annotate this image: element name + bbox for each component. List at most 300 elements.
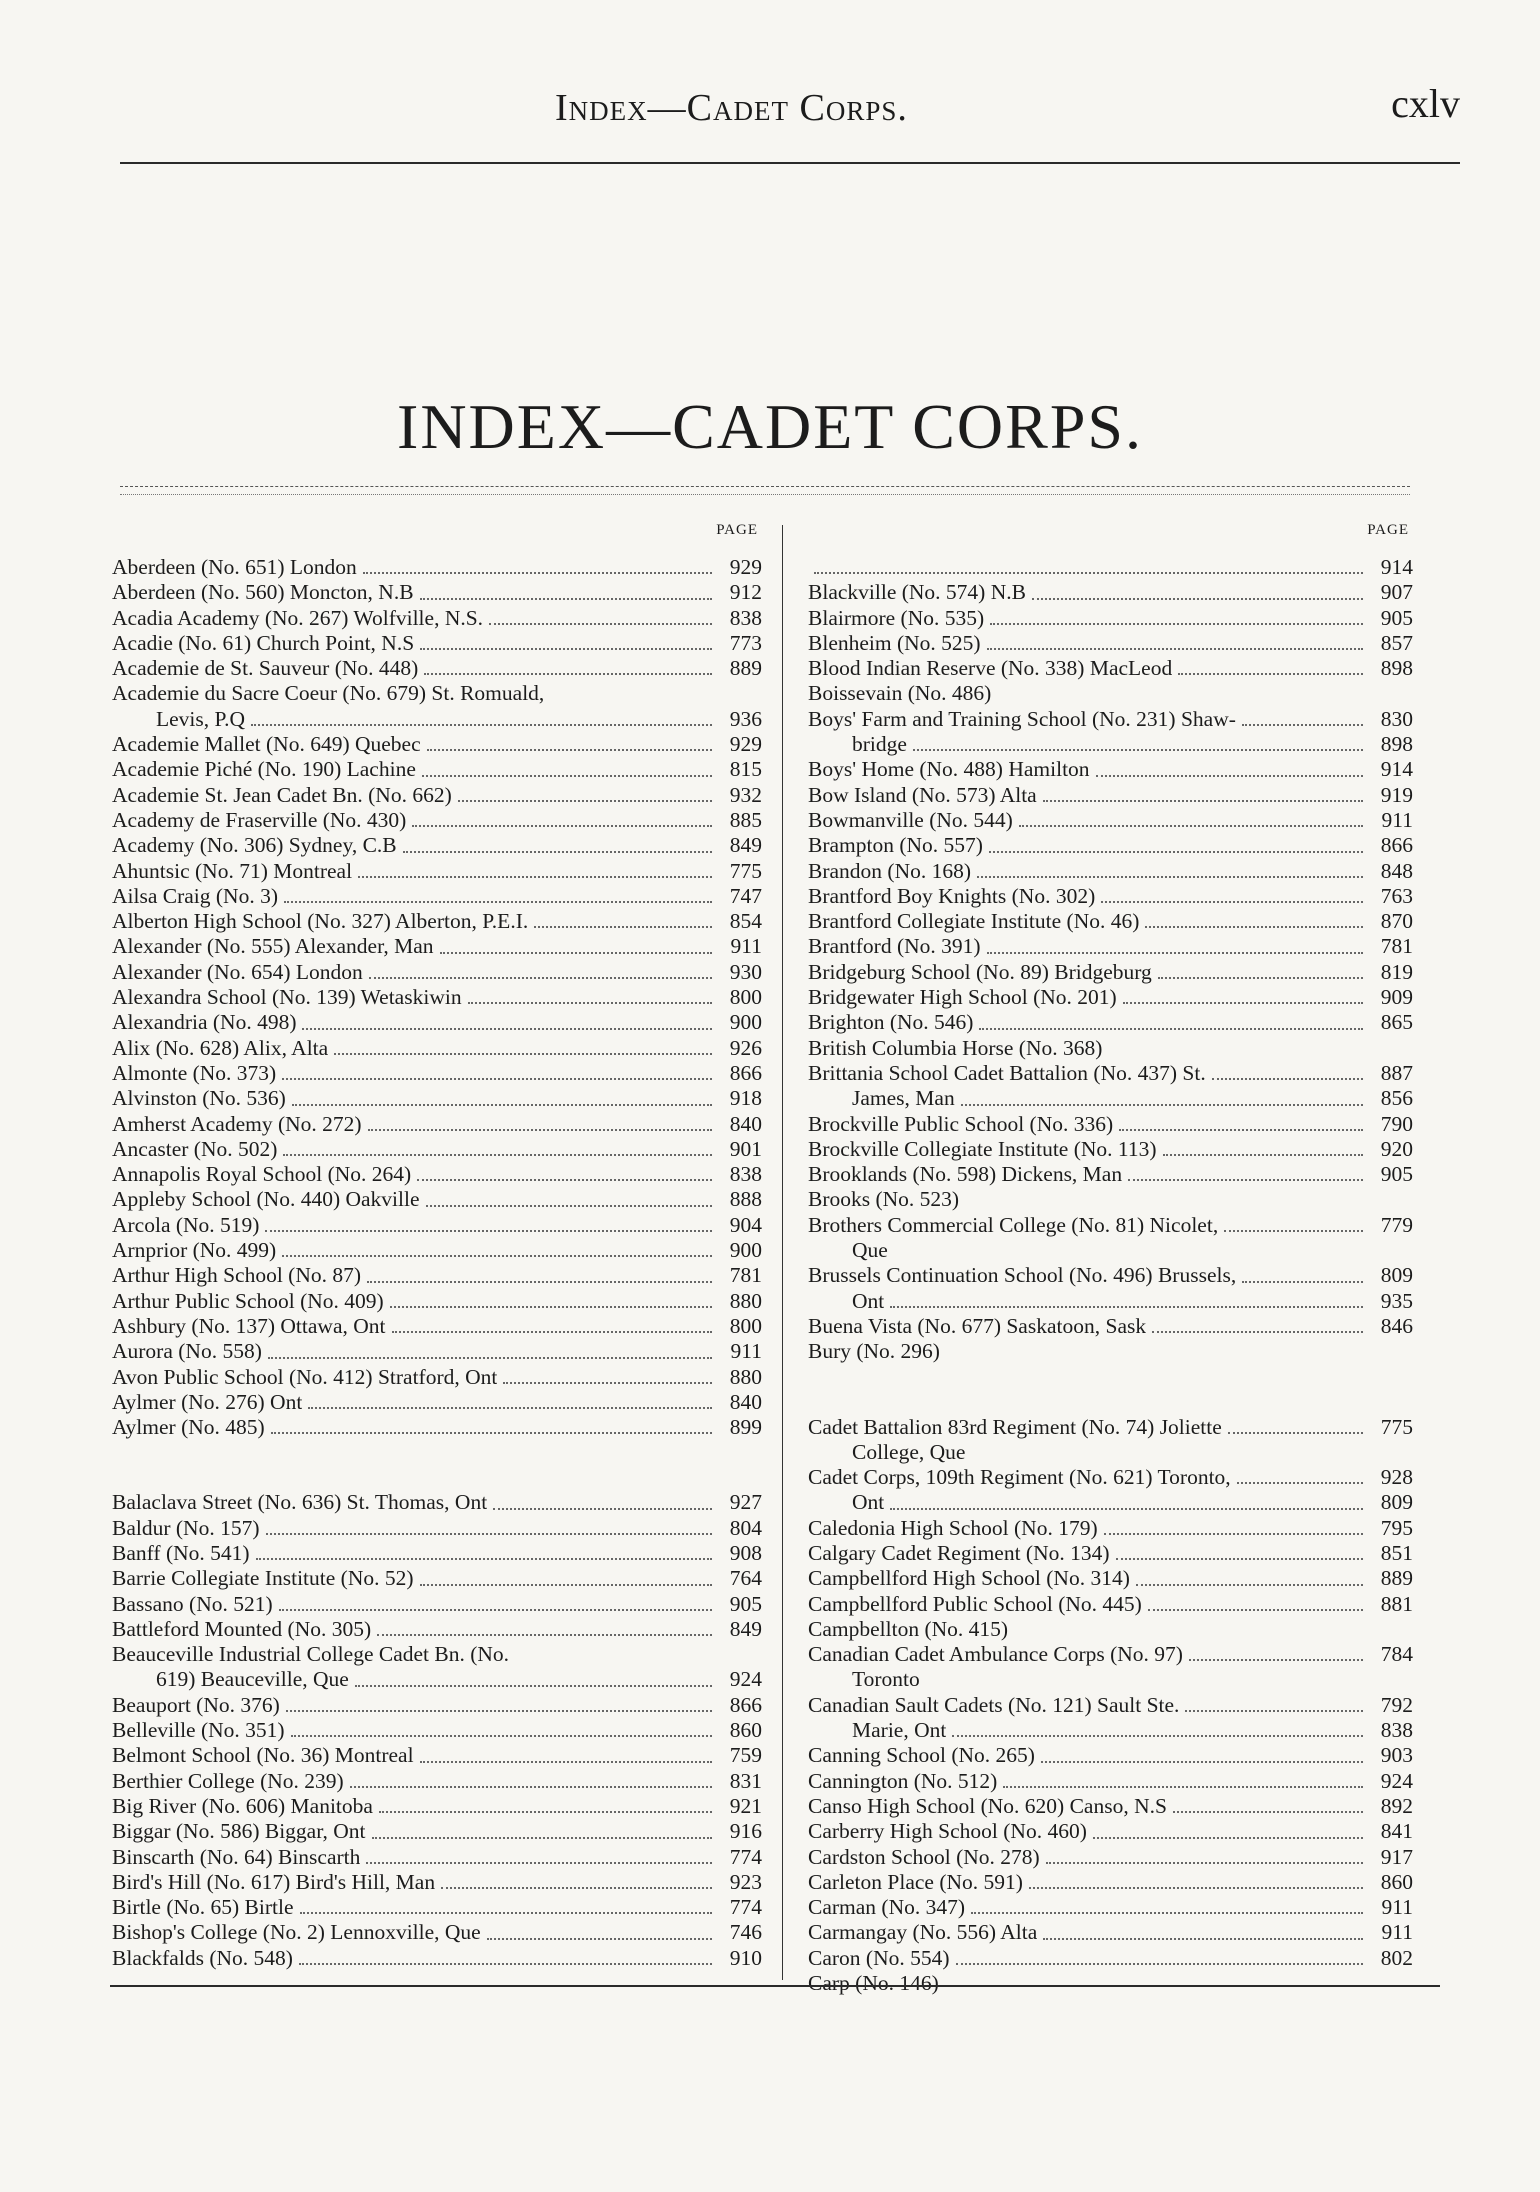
dot-leader (913, 748, 1363, 751)
entry-page-number: 912 (729, 580, 762, 605)
entry-page-number: 909 (1380, 985, 1413, 1010)
dot-leader (1136, 1583, 1363, 1586)
dot-leader (894, 1256, 1363, 1257)
entry-name: Aberdeen (No. 560) Moncton, N.B (112, 580, 414, 605)
entry-name: Carberry High School (No. 460) (808, 1819, 1087, 1844)
entry-name: Academy (No. 306) Sydney, C.B (112, 833, 397, 858)
entry-name: Ahuntsic (No. 71) Montreal (112, 858, 353, 883)
index-entry (808, 757, 1413, 782)
dot-leader (363, 571, 712, 574)
dot-leader (1189, 1658, 1363, 1661)
dot-leader (990, 622, 1363, 625)
header-rule (120, 162, 1460, 164)
dot-leader (422, 774, 712, 777)
index-entry (808, 1946, 1413, 1971)
dot-leader (1224, 1229, 1363, 1232)
dot-leader (987, 647, 1363, 650)
entry-page-number: 746 (729, 1920, 762, 1945)
dot-leader (952, 1734, 1363, 1737)
index-entry (112, 1819, 762, 1844)
dot-leader (412, 824, 712, 827)
dot-leader (286, 1709, 712, 1712)
entry-page-number: 831 (729, 1768, 762, 1793)
entry-name: Academie Piché (No. 190) Lachine (112, 757, 416, 782)
index-entry (112, 1187, 762, 1212)
dot-leader (379, 1810, 712, 1813)
dot-leader (1032, 597, 1363, 600)
dot-leader (1119, 1128, 1363, 1131)
dot-leader (965, 1206, 1363, 1207)
index-entry (112, 1162, 762, 1187)
entry-name: Beauport (No. 376) (112, 1692, 280, 1717)
index-entry (112, 1390, 762, 1415)
index-entry (112, 1137, 762, 1162)
entry-page-number: 840 (729, 1111, 762, 1136)
index-entry (808, 783, 1413, 808)
index-entry (808, 681, 1413, 706)
dot-leader (372, 1836, 712, 1839)
index-entry (808, 1465, 1413, 1490)
index-entry (112, 1693, 762, 1718)
dot-leader (427, 748, 712, 751)
entry-page-number: 838 (729, 1162, 762, 1187)
dot-leader (550, 700, 712, 701)
entry-page-number: 781 (729, 1263, 762, 1288)
dot-leader (1116, 1557, 1363, 1560)
entry-name: Academie St. Jean Cadet Bn. (No. 662) (112, 782, 452, 807)
index-entry-continuation (808, 1289, 1413, 1314)
dot-leader (282, 1077, 712, 1080)
index-entry (112, 1213, 762, 1238)
index-entry (112, 1490, 762, 1515)
dot-leader (1228, 1431, 1363, 1434)
page-column-label: PAGE (716, 522, 758, 538)
entry-page-number: 927 (729, 1490, 762, 1515)
dot-leader (971, 1911, 1363, 1914)
entry-page-number: 795 (1380, 1515, 1413, 1540)
index-entry (808, 656, 1413, 681)
entry-page-number: 819 (1380, 959, 1413, 984)
entry-name: Caron (No. 554) (808, 1945, 950, 1970)
entry-name: Bow Island (No. 573) Alta (808, 782, 1037, 807)
dot-leader (358, 875, 712, 878)
index-entry (112, 909, 762, 934)
entry-name: Carleton Place (No. 591) (808, 1869, 1023, 1894)
index-entry (808, 631, 1413, 656)
dot-leader (300, 1911, 712, 1914)
index-entry-continuation (808, 1490, 1413, 1515)
dot-leader (1043, 799, 1363, 802)
dot-leader (1237, 1481, 1363, 1484)
index-entry (112, 1794, 762, 1819)
entry-page-number: 779 (1380, 1212, 1413, 1237)
entry-name: Brittania School Cadet Battalion (No. 437) St. (808, 1060, 1206, 1085)
index-entry-continuation (808, 1238, 1413, 1263)
dot-leader (420, 597, 712, 600)
entry-name: Brooklands (No. 598) Dickens, Man (808, 1162, 1123, 1187)
entry-page-number: 763 (1380, 883, 1413, 908)
dot-leader (1043, 1937, 1363, 1940)
index-entry (808, 808, 1413, 833)
index-entry-continuation (808, 1667, 1413, 1692)
entry-name: Marie, Ont (852, 1718, 947, 1743)
entry-name: Canning School (No. 265) (808, 1743, 1035, 1768)
entry-name: Binscarth (No. 64) Binscarth (112, 1844, 361, 1869)
dot-leader (1152, 1330, 1363, 1333)
index-entry (808, 1187, 1413, 1212)
entry-name: Ont (852, 1288, 885, 1313)
entry-name: Caledonia High School (No. 179) (808, 1515, 1098, 1540)
index-entry (112, 1920, 762, 1945)
entry-page-number: 919 (1380, 782, 1413, 807)
entry-page-number: 880 (729, 1364, 762, 1389)
index-entry (808, 1213, 1413, 1238)
index-entry (808, 1010, 1413, 1035)
entry-name: Alexandra School (No. 139) Wetaskiwin (112, 985, 462, 1010)
entry-name: Academie de St. Sauveur (No. 448) (112, 656, 419, 681)
dot-leader (440, 951, 712, 954)
dot-leader (265, 1229, 712, 1232)
entry-name: Ancaster (No. 502) (112, 1136, 278, 1161)
entry-name: Blenheim (No. 525) (808, 630, 981, 655)
entry-page-number: 849 (729, 1616, 762, 1641)
dot-leader (284, 900, 712, 903)
index-entry (808, 1112, 1413, 1137)
entry-page-number: 792 (1380, 1692, 1413, 1717)
dot-leader (1212, 1077, 1363, 1080)
entry-name: Aylmer (No. 485) (112, 1415, 265, 1440)
entry-page-number: 923 (729, 1869, 762, 1894)
dot-leader (420, 1760, 712, 1763)
entry-name: Brighton (No. 546) (808, 1010, 974, 1035)
dot-leader (1029, 1886, 1363, 1889)
entry-name: Brockville Public School (No. 336) (808, 1111, 1114, 1136)
entry-page-number: 880 (729, 1288, 762, 1313)
index-entry (808, 1870, 1413, 1895)
entry-name: Que (852, 1238, 888, 1263)
entry-page-number: 929 (729, 732, 762, 757)
index-entry (112, 1263, 762, 1288)
entry-name: Biggar (No. 586) Biggar, Ont (112, 1819, 366, 1844)
entry-page-number: 924 (1380, 1768, 1413, 1793)
entry-page-number: 775 (1380, 1414, 1413, 1439)
dot-leader (1173, 1810, 1363, 1813)
dot-leader (890, 1507, 1363, 1510)
entry-page-number: 930 (729, 959, 762, 984)
dot-leader (997, 700, 1363, 701)
index-entry (112, 1112, 762, 1137)
entry-name: Big River (No. 606) Manitoba (112, 1793, 373, 1818)
dot-leader (1148, 1608, 1363, 1611)
dot-leader (291, 1734, 712, 1737)
entry-name: Calgary Cadet Regiment (No. 134) (808, 1540, 1110, 1565)
entry-name: Canadian Sault Cadets (No. 121) Sault Ste. (808, 1692, 1180, 1717)
entry-name: Brampton (No. 557) (808, 833, 983, 858)
entry-name: Arthur Public School (No. 409) (112, 1288, 384, 1313)
entry-page-number: 800 (729, 985, 762, 1010)
entry-name: Ashbury (No. 137) Ottawa, Ont (112, 1313, 386, 1338)
entry-page-number: 914 (1380, 555, 1413, 579)
index-entry (112, 631, 762, 656)
index-entry (112, 1289, 762, 1314)
index-entry (112, 757, 762, 782)
index-entry (112, 1895, 762, 1920)
dot-leader (945, 1989, 1363, 1990)
entry-page-number: 774 (729, 1895, 762, 1920)
index-entry (112, 1769, 762, 1794)
entry-page-number: 851 (1380, 1540, 1413, 1565)
entry-page-number: 774 (729, 1844, 762, 1869)
dot-leader (1019, 824, 1363, 827)
entry-name: Carp (No. 146) (808, 1971, 939, 1996)
entry-name: Alix (No. 628) Alix, Alta (112, 1035, 329, 1060)
entry-page-number: 866 (729, 1060, 762, 1085)
index-entry (808, 1061, 1413, 1086)
entry-name: Banff (No. 541) (112, 1540, 250, 1565)
index-entry (808, 1819, 1413, 1844)
index-entry-continuation (808, 1440, 1413, 1465)
dot-leader (368, 1128, 712, 1131)
entry-page-number: 815 (729, 757, 762, 782)
entry-name: Campbellford Public School (No. 445) (808, 1591, 1142, 1616)
entry-name: Brandon (No. 168) (808, 858, 972, 883)
entry-name: Canso High School (No. 620) Canso, N.S (808, 1793, 1167, 1818)
index-entry (112, 656, 762, 681)
index-entry (808, 1845, 1413, 1870)
entry-name: Birtle (No. 65) Birtle (112, 1895, 294, 1920)
dot-leader (420, 1583, 712, 1586)
entry-page-number: 849 (729, 833, 762, 858)
entry-name: Barrie Collegiate Institute (No. 52) (112, 1566, 414, 1591)
entry-name: James, Man (852, 1086, 955, 1111)
entry-name: Aberdeen (No. 651) London (112, 555, 357, 579)
index-entry (112, 1718, 762, 1743)
index-entry-continuation (808, 1718, 1413, 1743)
entry-name: Arthur High School (No. 87) (112, 1263, 362, 1288)
index-entry (808, 580, 1413, 605)
entry-page-number: 856 (1380, 1086, 1413, 1111)
entry-name: Cannington (No. 512) (808, 1768, 998, 1793)
index-entry (112, 1365, 762, 1390)
index-entry (112, 1061, 762, 1086)
entry-name: Blairmore (No. 535) (808, 605, 985, 630)
entry-name: Acadia Academy (No. 267) Wolfville, N.S. (112, 605, 484, 630)
dot-leader (1101, 900, 1363, 903)
index-entry (112, 1845, 762, 1870)
entry-name: Buena Vista (No. 677) Saskatoon, Sask (808, 1313, 1147, 1338)
index-entry (112, 1086, 762, 1111)
entry-name: Balaclava Street (No. 636) St. Thomas, Ont (112, 1490, 488, 1515)
index-entry (112, 1946, 762, 1971)
dot-leader (493, 1507, 712, 1510)
entry-name: Bowmanville (No. 544) (808, 807, 1013, 832)
entry-name: Avon Public School (No. 412) Stratford, Ont (112, 1364, 498, 1389)
dot-leader (979, 1027, 1363, 1030)
index-entry (808, 934, 1413, 959)
entry-name: Appleby School (No. 440) Oakville (112, 1187, 420, 1212)
index-entry (808, 1743, 1413, 1768)
index-entry (112, 934, 762, 959)
dot-leader (1163, 1153, 1363, 1156)
entry-name: Cardston School (No. 278) (808, 1844, 1040, 1869)
index-entry (112, 808, 762, 833)
index-entry (112, 580, 762, 605)
entry-name: Amherst Academy (No. 272) (112, 1111, 362, 1136)
index-entry (808, 985, 1413, 1010)
dot-leader (424, 672, 712, 675)
footer-rule (110, 1985, 1440, 1987)
entry-name: Campbellton (No. 415) (808, 1616, 1009, 1641)
dot-leader (468, 1001, 712, 1004)
entry-name: Annapolis Royal School (No. 264) (112, 1162, 412, 1187)
entry-name: Alvinston (No. 536) (112, 1086, 286, 1111)
entry-name: Belleville (No. 351) (112, 1718, 285, 1743)
dot-leader (355, 1684, 712, 1687)
entry-page-number: 830 (1380, 706, 1413, 731)
section-title: INDEX—CADET CORPS. (397, 391, 1143, 462)
index-entry (112, 1314, 762, 1339)
entry-name: Bridgewater High School (No. 201) (808, 985, 1117, 1010)
entry-name: Belmont School (No. 36) Montreal (112, 1743, 414, 1768)
dot-leader (946, 1358, 1363, 1359)
index-entry (808, 1516, 1413, 1541)
entry-name: Cadet Battalion 83rd Regiment (No. 74) Joliette (808, 1414, 1222, 1439)
entry-name: Brooks (No. 523) (808, 1187, 960, 1212)
dot-leader (1108, 1054, 1363, 1055)
entry-page-number: 841 (1380, 1819, 1413, 1844)
index-entry (112, 1870, 762, 1895)
entry-name: Academie Mallet (No. 649) Quebec (112, 732, 421, 757)
index-entry (112, 555, 762, 580)
dot-leader (1041, 1760, 1363, 1763)
section-gap (808, 1365, 1413, 1415)
section-gap (112, 1440, 762, 1490)
entry-page-number: 888 (729, 1187, 762, 1212)
entry-page-number: 936 (729, 706, 762, 731)
entry-page-number: 921 (729, 1793, 762, 1818)
index-entry (112, 859, 762, 884)
index-entry (112, 1642, 762, 1667)
entry-name: Ont (852, 1490, 885, 1515)
entry-page-number: 908 (729, 1540, 762, 1565)
index-entry (808, 606, 1413, 631)
dot-leader (390, 1305, 712, 1308)
index-entry (808, 833, 1413, 858)
index-entry (112, 960, 762, 985)
index-entry (112, 1592, 762, 1617)
entry-name: Alexander (No. 654) London (112, 959, 363, 984)
entry-name: Arcola (No. 519) (112, 1212, 260, 1237)
entry-page-number: 900 (729, 1238, 762, 1263)
dot-leader (367, 1280, 712, 1283)
entry-page-number: 809 (1380, 1263, 1413, 1288)
index-entry (112, 1516, 762, 1541)
entry-page-number: 911 (730, 1339, 762, 1364)
entry-name: Cadet Corps, 109th Regiment (No. 621) Toronto, (808, 1465, 1231, 1490)
entry-name: Aylmer (No. 276) Ont (112, 1389, 303, 1414)
dot-leader (279, 1608, 712, 1611)
entry-page-number: 887 (1380, 1060, 1413, 1085)
entry-page-number: 885 (729, 807, 762, 832)
index-entry (808, 1920, 1413, 1945)
entry-page-number: 860 (1380, 1869, 1413, 1894)
entry-page-number: 854 (729, 909, 762, 934)
index-entry (808, 884, 1413, 909)
index-column-right (808, 505, 1413, 1996)
dot-leader (299, 1962, 712, 1965)
entry-page-number: 781 (1380, 934, 1413, 959)
entry-page-number: 773 (729, 630, 762, 655)
entry-page-number: 747 (729, 883, 762, 908)
index-entry (112, 1541, 762, 1566)
index-list-right (808, 555, 1413, 1996)
entry-name: Ailsa Craig (No. 3) (112, 883, 278, 908)
dot-leader (377, 1633, 712, 1636)
dot-leader (487, 1937, 712, 1940)
entry-name: Bird's Hill (No. 617) Bird's Hill, Man (112, 1869, 436, 1894)
dot-leader (1096, 774, 1363, 777)
dot-leader (302, 1027, 712, 1030)
index-entry-continuation (112, 707, 762, 732)
dot-leader (403, 850, 712, 853)
index-entry (808, 1794, 1413, 1819)
dot-leader (369, 976, 712, 979)
index-entry-continuation (808, 732, 1413, 757)
dot-leader (266, 1532, 713, 1535)
index-entry (808, 909, 1413, 934)
dot-leader (271, 1431, 712, 1434)
entry-name: Bury (No. 296) (808, 1339, 940, 1364)
entry-page-number: 905 (1380, 1162, 1413, 1187)
entry-name: Boys' Home (No. 488) Hamilton (808, 757, 1090, 782)
entry-page-number: 775 (729, 858, 762, 883)
entry-name: Alexander (No. 555) Alexander, Man (112, 934, 434, 959)
index-entry (808, 1263, 1413, 1288)
entry-name: Berthier College (No. 239) (112, 1768, 344, 1793)
title-rule-secondary (120, 494, 1410, 495)
index-entry (112, 1036, 762, 1061)
dot-leader (489, 622, 712, 625)
index-entry (112, 1617, 762, 1642)
entry-name: Campbellford High School (No. 314) (808, 1566, 1130, 1591)
entry-page-number: 899 (729, 1415, 762, 1440)
entry-page-number: 848 (1380, 858, 1413, 883)
dot-leader (283, 1153, 712, 1156)
dot-leader (989, 850, 1363, 853)
entry-page-number: 870 (1380, 909, 1413, 934)
index-entry (112, 606, 762, 631)
entry-name: Blood Indian Reserve (No. 338) MacLeod (808, 656, 1173, 681)
entry-page-number: 764 (729, 1566, 762, 1591)
index-entry (808, 1415, 1413, 1440)
entry-name: Brockville Collegiate Institute (No. 113) (808, 1136, 1157, 1161)
index-entry (808, 1137, 1413, 1162)
index-entry (808, 859, 1413, 884)
column-divider (782, 525, 783, 1980)
entry-page-number: 926 (729, 1035, 762, 1060)
entry-name: Academie du Sacre Coeur (No. 679) St. Romuald, (112, 681, 545, 706)
entry-name: Brantford Boy Knights (No. 302) (808, 883, 1096, 908)
entry-page-number: 759 (729, 1743, 762, 1768)
entry-page-number: 846 (1380, 1313, 1413, 1338)
entry-page-number: 914 (1380, 757, 1413, 782)
dot-leader (1185, 1709, 1363, 1712)
dot-leader (534, 925, 712, 928)
entry-page-number: 881 (1380, 1591, 1413, 1616)
index-list-left (112, 555, 762, 1971)
dot-leader (417, 1178, 712, 1181)
entry-name: British Columbia Horse (No. 368) (808, 1035, 1103, 1060)
